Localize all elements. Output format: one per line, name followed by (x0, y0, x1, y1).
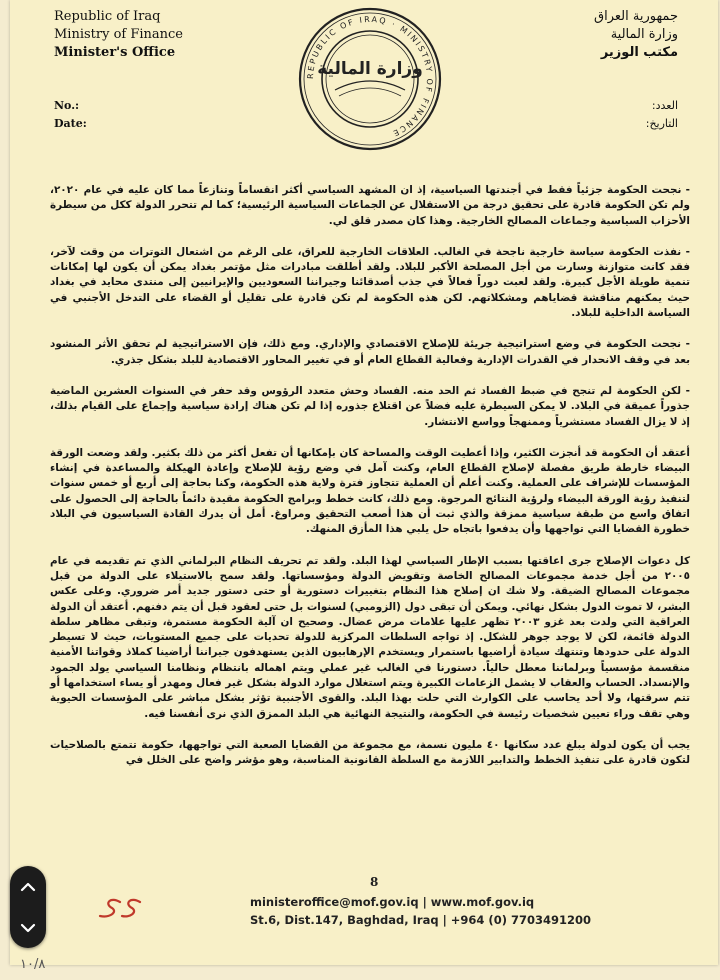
header-ar-line2: وزارة المالية (610, 27, 678, 42)
page-indicator: ١٠/٨ (20, 957, 46, 972)
date-label: Date: (54, 117, 87, 130)
footer-email-web: ministeroffice@mof.gov.iq | www.mof.gov.iq (250, 895, 535, 909)
reference-labels-en (54, 97, 87, 133)
paragraph-conclusion: يجب أن يكون لدولة يبلغ عدد سكانها ٤٠ مليون نسمة، مع مجموعة من القضايا الصعبة التي تواجهها، حكومة تتمتع بالصلاحيات لتكون قادرة على تنفيذ الخطط والتدابير اللازمة مع السلطة القانونية المناسبة، وهو مؤشر واضح على الخلل في (50, 738, 690, 767)
header-english (54, 8, 183, 62)
header-en-line1: Republic of Iraq (54, 9, 161, 24)
footer-contact (250, 893, 591, 929)
ministry-seal-logo (295, 4, 445, 154)
header-arabic (594, 8, 678, 62)
letter-body (50, 183, 690, 785)
no-label-ar: العدد: (651, 99, 678, 112)
seal-ring-text: REPUBLIC OF IRAQ · MINISTRY OF FINANCE (305, 14, 435, 139)
chevron-up-icon (20, 882, 36, 892)
paragraph-achievements: أعتقد أن الحكومة قد أنجزت الكثير، وإذا أعطيت الوقت والمساحة كان بإمكانها أن تفعل أكثر من ذلك بكثير. ولقد وضعت الورقة البيضاء خارطة طريق مفصلة لإصلاح القطاع العام، وكنت آمل في وضع رؤية للإصلاح وإعادة الهيكلة والمساعدة في إنشاء المؤسسات للإشراف على العملية. وكنت أعلم أن العملية تتجاوز فترة ولاية هذه الحكومة، وكنا بحاجة إلى أربع أو خمس سنوات لتنفيذ رؤية الورقة البيضاء ولرؤية النتائج المرجوة. ومع ذلك، كانت خطط وبرامج الحكومة مقيدة دائماً بالحاجة إلى الحصول على اتفاق واسع من طبقة سياسية ممزقة والذي ثبت أن هذا أصعب التحقيق ومراوغ. أمل أن يدرك القادة السياسيون في البلاد خطورة القضايا التي تواجهها وأن يدفعوا باتجاه حل يلبي هذا المأزق المنهك. (50, 446, 690, 536)
handwritten-signature (90, 890, 150, 930)
paragraph-reform-obstacles: كل دعوات الإصلاح جرى اعاقتها بسبب الإطار السياسي لهذا البلد. ولقد تم تحريف النظام البرلماني الذي تم تقديمه في عام ٢٠٠٥ من أجل خدمة مجموعات المصالح الخاصة وتقويض الدولة ومؤسساتها. ولقد سمح بالاستيلاء على الدولة من قبل مجموعات المصالح الضيقة. ولا شك ان إصلاح هذا النظام بتغييرات دستورية أو حتى دستور جديد أمر ضروري. وعلى عكس البشر، لا تموت الدول بشكل نهائي. ويمكن أن تبقى دول (الزومبي) لسنوات بل حتى لعقود قبل أن يتم دفنهم. أعتقد أن الدولة العراقية التي ولدت بعد غزو ٢٠٠٣ تظهر عليها علامات مرض عضال. وصحيح ان آلية الحكومة مستمرة، وتبقى مظاهر سلطة الدولة قائمة، لكن لا يوجد جوهر للشكل. إذ تواجه السلطات المركزية للدولة تحديات على جميع المستويات، حيث لا تسيطر الدولة على حدودها وتنتهك سيادة أراضيها باستمرار ويستخدم الإرهابيون الذين يستهدفون جيراننا أراضينا كملاذ وقواتنا الأمنية منقسمة مؤسسياً وبرلماننا معطل حالياً. دستورنا في الغالب غير عملي ويتم اهماله بانتظام ونظامنا السياسي يولد الجمود والإنسداد. الحساب والعقاب لا يشمل الزعامات الكبيرة ويتم استغلال موارد الدولة بشكل غير فعال ومهدر أو يساء استخدامها أو تتم سرقتها، ولا أحد يحاسب على الكوارث التي حلت بهذا البلد. والقوى الأجنبية تؤثر بشكل مباشر على المؤسسات الحيوية وهي تقف وراء تعيين شخصيات رئيسة في الحكومة، والنتيجة النهائية هي البلد الممزق الذي نرى أنفسنا فيه. (50, 554, 690, 720)
scroll-down-button[interactable] (10, 907, 46, 948)
paragraph-political: - نجحت الحكومة جزئياً فقط في أجندتها السياسية، إذ ان المشهد السياسي أكثر انقساماً وتنازعاً مما كان عليه في عام ٢٠٢٠، ولم تكن الحكومة قادرة على تحقيق درجة من الاستقلال عن الجماعات السياسية الرئيسية؛ كما لم تتحرر الدولة ككل من سيطرة الأحزاب السياسية وجماعات المصالح الخارجية. وهذا كان مصدر قلق لي. (50, 184, 690, 227)
header-en-line2: Ministry of Finance (54, 27, 184, 42)
paragraph-foreign-policy: - نفذت الحكومة سياسة خارجية ناجحة في الغالب. العلاقات الخارجية للعراق، على الرغم من اشتعال التوترات من وقت لآخر، فقد كانت متوازنة وسارت من أجل المصلحة الأكبر للبلاد. ولقد أطلقت مبادرات مثل مؤتمر بغداد يمكن أن يكون لها إمكانات تنمية طويلة الأجل كبيرة. ولقد لعبت دوراً فعالاً في جذب أصدقائنا وجيراننا السعوديين والإيرانيين إلى منتدى محايد في بغداد حيث يمكنهم مناقشة قضاياهم ومشكلاتهم. لكن هذه الحكومة لم تكن قادرة على تقليل أو القضاء على التدخل الأجنبي في السياسة الداخلية للبلاد. (50, 245, 690, 320)
scroll-up-button[interactable] (10, 866, 46, 907)
chevron-down-icon (20, 923, 36, 933)
paragraph-economic-reform: - نجحت الحكومة في وضع استراتيجية جريئة للإصلاح الاقتصادي والإداري. ومع ذلك، فإن الاستراتيجية لم تحقق الأثر المنشود بعد في وقف الانحدار في القدرات الإدارية وفعالية القطاع العام أو في تغيير المحاور الاقتصادية للبلد بشكل جذري. (50, 338, 690, 366)
header-en-line3: Minister's Office (54, 45, 176, 60)
page-number: 8 (370, 875, 379, 889)
header-ar-line1: جمهورية العراق (594, 9, 678, 24)
footer-address-phone: St.6, Dist.147, Baghdad, Iraq | +964 (0) 7703491200 (250, 913, 591, 927)
page-scroll-control (10, 866, 46, 948)
date-label-ar: التاريخ: (645, 117, 678, 130)
header-ar-line3: مكتب الوزير (600, 45, 678, 60)
seal-center-text: وزارة المالية (317, 59, 423, 79)
no-label: No.: (54, 99, 80, 112)
paragraph-corruption: - لكن الحكومة لم تنجح في ضبط الفساد ثم الحد منه. الفساد وحش متعدد الرؤوس وقد حفر في السنوات العشرين الماضية جذوراً عميقة في البلاد. لا يمكن السيطرة عليه فضلاً عن اقتلاع جذوره إذا لم تكن هناك إرادة سياسية وإجماع على القيام بذلك، إذ لا يزال الفساد مستشرياً وممنهجاً وواسع الانتشار. (50, 384, 690, 428)
reference-labels-ar (646, 97, 678, 133)
document-page (10, 0, 718, 965)
